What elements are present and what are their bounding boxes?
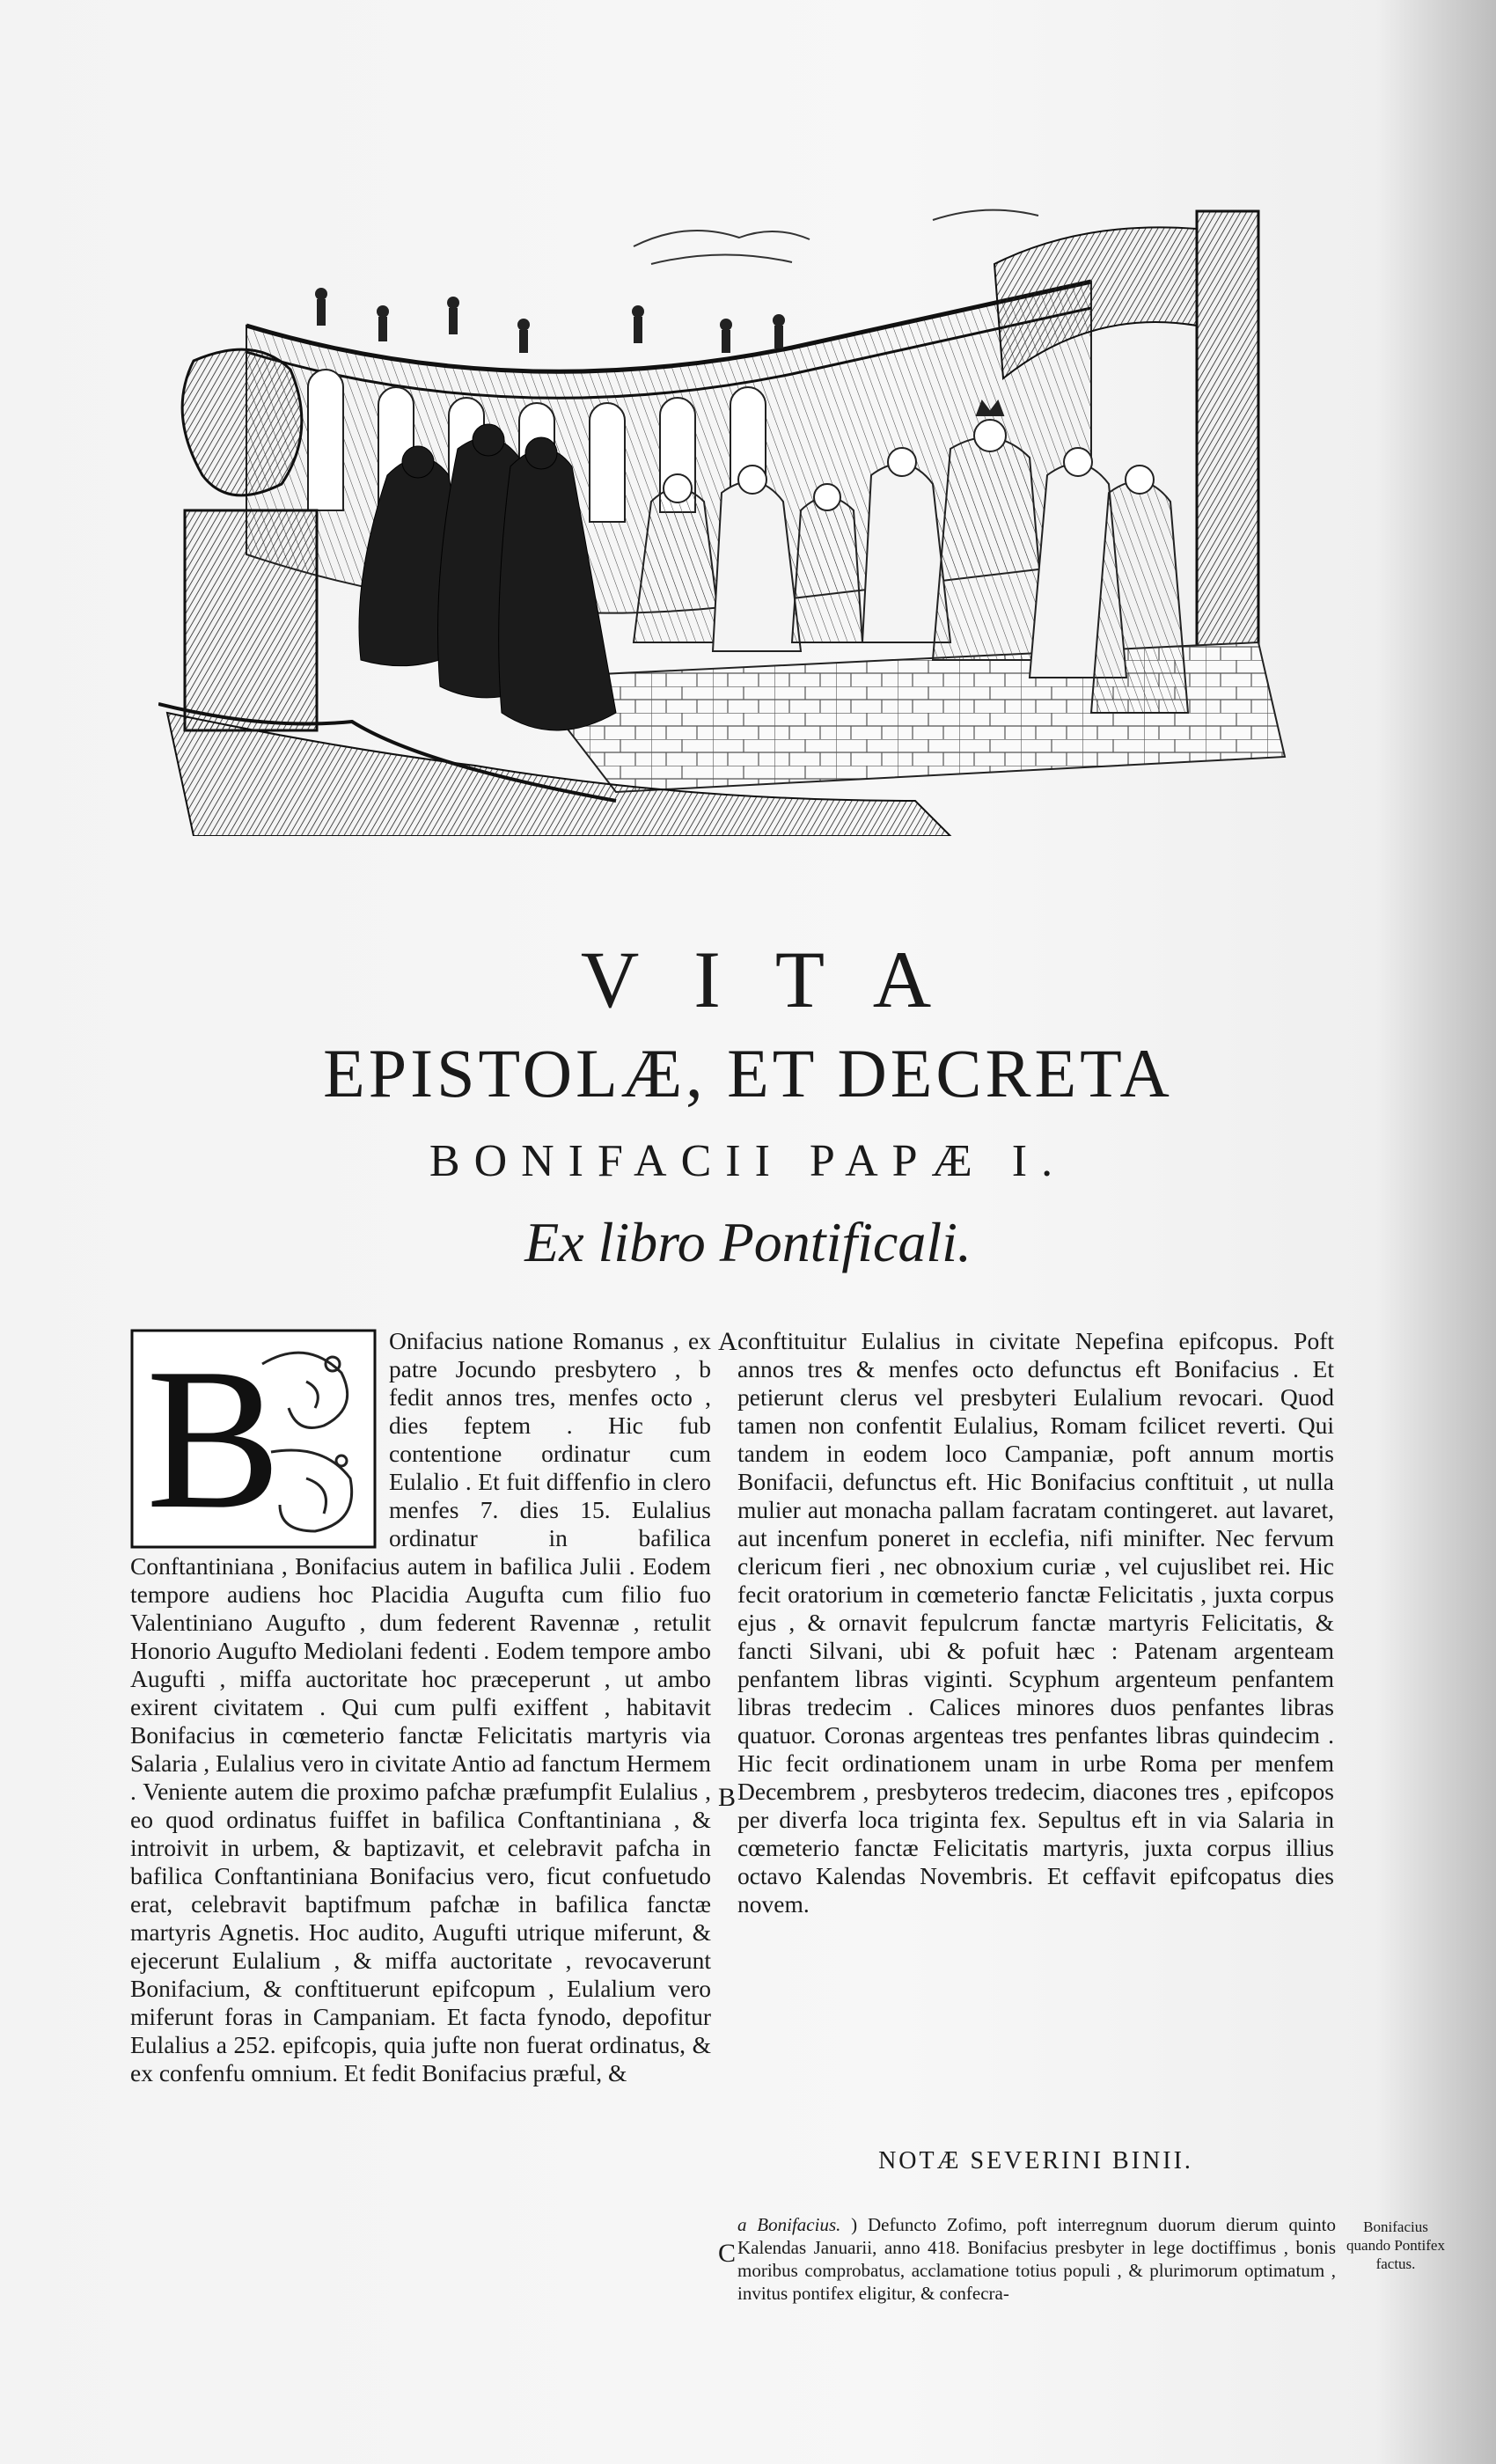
notes-body: ) Defuncto Zofimo, poft interregnum duorum dierum quinto Kalendas Januarii, anno 418. Bonifacius presbyter in lege doctiffimus , bonis moribus comprobatus, acclamatione totius populi , & plurimorum optimatum , invitus pontifex eligitur, & confecra- (737, 2214, 1337, 2304)
drop-cap-letter: B (146, 1326, 282, 1551)
notes-text (737, 2213, 1336, 2305)
margin-letter-b: B (718, 1783, 737, 1812)
title-line-1: VITA (580, 935, 986, 1024)
title-line-2: EPISTOLÆ, ET DECRETA (323, 1035, 1173, 1111)
ornamental-initial (130, 1326, 377, 1551)
title-source: Ex libro Pontificali. (524, 1211, 972, 1273)
notes-lemma: a Bonifacius. (737, 2214, 841, 2235)
title-line-3: BONIFACII PAPÆ I. (429, 1136, 1067, 1186)
notes-heading: NOTÆ SEVERINI BINII. (878, 2147, 1193, 2174)
right-column-text: conftituitur Eulalius in civitate Nepefina epifcopus. Poft annos tres & menfes octo defunctus eft Bonifacius . Et petierunt clerus vel presbyteri Eulalium revocari. Quod tamen non confentit Eulalius, Romam fcilicet reverti. Qui tandem in eodem loco Campaniæ, poft annum mortis Bonifacii, defunctus eft. Hic Bonifacius conftituit , ut nulla mulier aut monacha pallam facratam contingeret. aut lavaret, aut incenfum poneret in ecclefia, nifi minifter. Nec fervum clericum fieri , nec obnoxium curiæ , vel cujuslibet rei. Hic fecit oratorium in cœmeterio fanctæ Felicitatis , juxta corpus ejus , & ornavit fepulcrum fanctæ martyris Felicitatis, & fancti Silvani, ubi & pofuit hæc : Patenam argenteam penfantem libras viginti. Scyphum argenteum penfantem libras tredecim . Calices minores duos penfantes libras quatuor. Coronas argenteas tres penfantes libras quindecim . Hic fecit ordinationem unam in urbe Roma per menfem Decembrem , presbyteros tredecim, diacones tres , epifcopos per diverfa loca triginta fex. Sepultus eft in via Salaria in cœmeterio fanctæ Felicitatis martyris, juxta corpus illius octavo Kalendas Novembris. Et ceffavit epifcopatus dies novem. (737, 1327, 1334, 1918)
margin-letter-a: A (718, 1327, 737, 1356)
right-column (737, 1327, 1334, 1918)
margin-letter-c: C (718, 2239, 737, 2268)
left-column-text: Onifacius natione Romanus , ex patre Jocundo presbytero , b fedit annos tres, menfes octo , dies feptem . Hic fub contentione ordinatur cum Eulalio . Et fuit diffenfio in clero menfes 7. dies 15. Eulalius ordinatur in bafilica Conftantiniana , Bonifacius autem in bafilica Julii . Eodem tempore audiens hoc Placidia Augufta cum filio fuo Valentiniano Augufto , dum federent Ravennæ , retulit Honorio Augufto Mediolani fedenti . Eodem tempore ambo Augufti , miffa auctoritate hoc præceperunt , ut ambo exirent civitatem . Qui cum pulfi exiffent , habitavit Bonifacius in cœmeterio fanctæ Felicitatis martyris via Salaria , Eulalius vero in civitate Antio ad fanctum Hermem . Veniente autem die proximo pafchæ præfumpfit Eulalius , eo quod ordinatus fuiffet in bafilica Conftantiniana , & introivit in urbem, & baptizavit, et celebravit pafcha in bafilica Conftantiniana Bonifacius vero, ficut confuetudo erat, celebravit baptifmum pafchæ in bafilica fanctæ martyris Agnetis. Hoc audito, Augufti utrique miferunt, & ejecerunt Eulalium , & miffa auctoritate , revocaverunt Bonifacium, & conftituerunt epifcopum , Eulalium vero miferunt foras in Campaniam. Et facta fynodo, depofitur Eulalius a 252. epifcopis, quia jufte non fuerat ordinatus, & ex confenfu omnium. Et fedit Bonifacius præful, & (130, 1327, 711, 2086)
engraving-illustration (158, 185, 1320, 836)
left-column (130, 1327, 711, 2087)
marginal-note: Bonifacius quando Pontifex factus. (1346, 2218, 1445, 2272)
show-through-header (194, 84, 1250, 110)
